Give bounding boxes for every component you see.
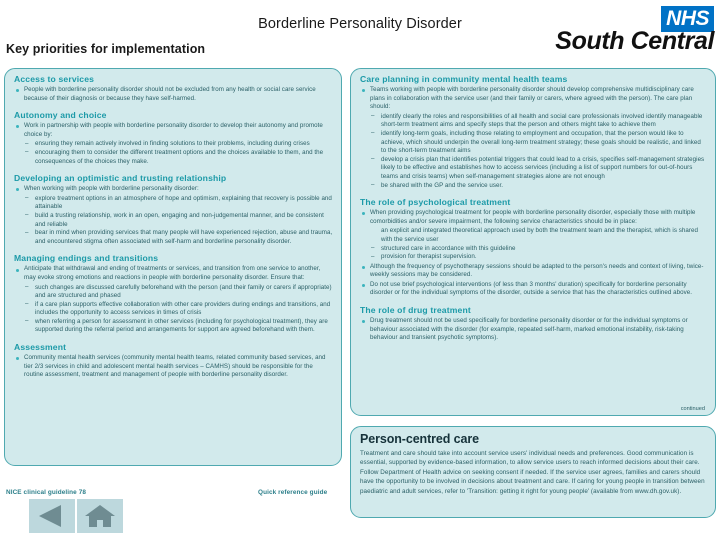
left-content-panel (4, 68, 342, 466)
bullet-list (14, 354, 333, 380)
bullet-list (360, 209, 707, 298)
back-arrow-icon (29, 499, 75, 533)
page-title: Borderline Personality Disorder (258, 16, 462, 32)
sub-bullet-list (24, 140, 333, 166)
bullet-item (14, 354, 333, 380)
bullet-text: Anticipate that withdrawal and ending of treatments or services, and transition from one service to another, may evoke strong emotions and reactions in people with borderline personality disorder. Ensure that: (24, 265, 321, 281)
bullet-text: Work in partnership with people with borderline personality disorder to develop their autonomy and promote choice by: (24, 122, 323, 138)
bullet-text: People with borderline personality disorder should not be excluded from any health or social care service because of their diagnosis or because they have self-harmed. (24, 86, 316, 102)
section-heading: Care planning in community mental health teams (360, 74, 568, 84)
sub-bullet-list (24, 195, 333, 247)
footer-document-type: Quick reference guide (258, 489, 328, 496)
bullet-text: Do not use brief psychological interventions (of less than 3 months' duration) specifically for borderline personality disorder or for the individual symptoms of the disorder, outside a service that has the characteristics outlined above. (370, 280, 693, 297)
sub-bullet-list (24, 284, 333, 336)
bullet-list (14, 185, 333, 246)
bullet-item (360, 209, 707, 262)
bullet-item (360, 86, 707, 190)
sub-bullet-item: an explicit and integrated theoretical approach used by both the treatment team and the therapist, which is shared with the service user (381, 227, 698, 243)
sub-bullet-item: – build a trusting relationship, work in an open, engaging and non-judgemental manner, and be consistent and reliable (24, 212, 333, 229)
sub-bullet-item: – such changes are discussed carefully beforehand with the person (and their family or carers if appropriate) and are structured and phased (24, 284, 333, 301)
sub-bullet-item: – if a care plan supports effective collaboration with other care providers during endings and transitions, and includes the opportunity to access services in times of crisis (24, 301, 333, 318)
sub-bullet-item: – structured care in accordance with this guideline (370, 245, 707, 254)
right-content-panel (350, 68, 716, 416)
bullet-item (14, 265, 333, 335)
section-heading: Assessment (14, 342, 67, 353)
person-centred-care-body: Treatment and care should take into account service users' individual needs and preferences. Good communication is essential, supported by evidence-based information, to allow service users to reach informed decisions about their care. Follow Department of Health advice on seeking consent if needed. If the service user agrees, families and carers should have the opportunity to be involved in decisions about treatment and care. If caring for young people in transition between paediatric and adult services, refer to 'Transition: getting it right for young people' (available from www.dh.gov.uk). (360, 450, 705, 495)
person-centred-care-inner (351, 427, 715, 517)
bullet-text: When providing psychological treatment for people with borderline personality disorder, especially those with multiple comorbidities and/or severe impairment, the following service characteristics should be in place: (370, 209, 696, 225)
bullet-item (360, 317, 707, 343)
section-heading: Developing an optimistic and trusting relationship (14, 173, 227, 184)
footer-guideline-ref: NICE clinical guideline 78 (6, 489, 87, 496)
sub-bullet-item: – ensuring they remain actively involved in finding solutions to their problems, including during crises (24, 140, 333, 149)
bullet-list (360, 317, 707, 343)
bullet-item (14, 185, 333, 246)
back-button[interactable] (29, 499, 75, 533)
section-heading-key-priorities: Key priorities for implementation (6, 42, 206, 56)
bullet-text: Drug treatment should not be used specifically for borderline personality disorder or for the individual symptoms or behaviour associated with the disorder (for example, repeated self-harm, marked emotional instability, risk-taking behaviour and transient psychotic symptoms). (370, 317, 688, 342)
sub-bullet-item: – explore treatment options in an atmosphere of hope and optimism, explaining that recovery is possible and attainable (24, 195, 333, 212)
nhs-south-central-logo (520, 4, 716, 56)
bullet-item (14, 122, 333, 166)
sub-bullet-list (370, 227, 707, 261)
sub-bullet-item: – encouraging them to consider the different treatment options and the choices available to them, and the consequences of the choices they make. (24, 149, 333, 166)
nhs-logo-mark: NHS (661, 6, 714, 32)
section-heading: Access to services (14, 74, 95, 84)
nhs-logo-wordmark: South Central (555, 27, 714, 55)
person-centred-care-heading: Person-centred care (360, 432, 479, 446)
sub-bullet-list (370, 113, 707, 190)
person-centred-care-panel (350, 426, 716, 518)
sub-bullet-item: – identify clearly the roles and responsibilities of all health and social care professionals involved identify manageable short-term treatment aims and specify steps that the person and others might take to achieve them (370, 113, 707, 130)
bullet-text: Teams working with people with borderline personality disorder should develop comprehensive multidisciplinary care plans in collaboration with the service user (and their family or carers, where agreed with the person). The care plan should: (370, 86, 694, 111)
sub-bullet-item: – develop a crisis plan that identifies potential triggers that could lead to a crisis, specifies self-management strategies likely to be effective and establishes how to access services (including a list of support numbers for out-of-hours teams and crisis teams) when self-management strategies alone are not enough (370, 156, 707, 182)
bullet-list (14, 265, 333, 335)
home-button[interactable] (77, 499, 123, 533)
bullet-text: Although the frequency of psychotherapy sessions should be adapted to the person's needs and context of living, twice-weekly sessions may be considered. (370, 262, 704, 279)
section-heading: Autonomy and choice (14, 110, 107, 121)
bullet-text: Community mental health services (community mental health teams, related community based services, and tier 2/3 services in child and adolescent mental health services – CAMHS) should be responsible for the routine assessment, treatment and management of people with borderline personality disorder. (24, 354, 326, 379)
right-sections-container (351, 69, 715, 415)
sub-bullet-item: – be shared with the GP and the service user. (370, 182, 707, 191)
continued-label: continued (680, 406, 705, 412)
sub-bullet-item: – when referring a person for assessment in other services (including for psychological treatment), they are supported during the referral period and arrangements for support are agreed beforehand with them. (24, 318, 333, 335)
bullet-item (14, 86, 333, 103)
bullet-list (14, 86, 333, 103)
sub-bullet-item: – identify long-term goals, including those relating to employment and occupation, that the person would like to achieve, which should underpin the overall long-term treatment strategy; these goals should be realistic, and linked to the short-term treatment aims (370, 130, 707, 156)
section-heading: The role of drug treatment (360, 305, 471, 316)
bullet-list (14, 122, 333, 166)
bullet-text: When working with people with borderline personality disorder: (24, 185, 199, 193)
section-heading: The role of psychological treatment (360, 197, 511, 208)
bullet-item (360, 281, 707, 298)
left-sections-container (5, 69, 341, 465)
sub-bullet-item: – provision for therapist supervision. (370, 253, 707, 262)
bullet-item (360, 263, 707, 280)
sub-bullet-item: – bear in mind when providing services that many people will have experienced rejection, abuse and trauma, and encountered stigma often associated with self-harm and borderline personality disorder. (24, 229, 333, 246)
section-heading: Managing endings and transitions (14, 253, 159, 264)
home-icon (77, 499, 123, 533)
bullet-list (360, 86, 707, 190)
